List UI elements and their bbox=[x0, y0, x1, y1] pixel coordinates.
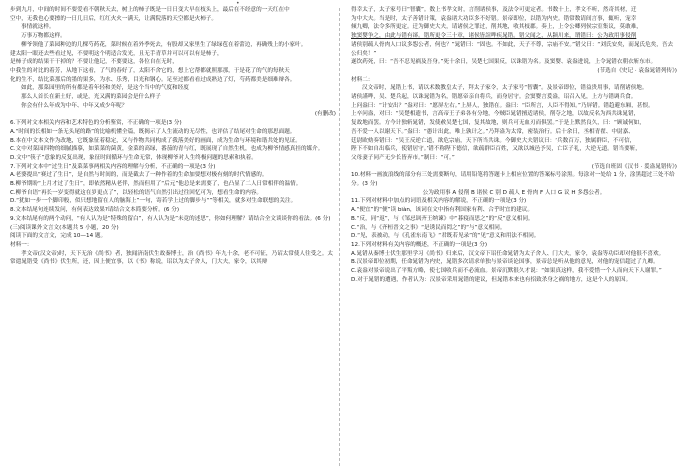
question-option: D.文中“筷子”意象的反复出现，象征时间循环与生命无常，体现柳爷对人生终极问题的思索和执着。 bbox=[10, 154, 257, 161]
passage-line: 步到九月，中间的时间不要爱看不朝秋天去，树上的柿子既是一日日变大早在枝头上，最后在不经意的一天红在中 bbox=[10, 7, 290, 13]
material-line: 诸侯謹哗，吴、楚兵起，以诛晁错为名，错愿帝亲自将兵，而身居守。会窦婴言爰盎，诏召入见，上方与错调兵食。 bbox=[351, 94, 637, 101]
question-option: B.柳爷期盼“上月才过了生日”，即依然精从老伴，然而但用了“后元”他总是来需要了，也凸显了二人日常相伴的温情。 bbox=[10, 181, 302, 188]
question-option: B.汉景帝即位初期，任命晁错为内史，晁错多次请求单独与景帝谈论国事，景帝总是听从他的意见，对他的宠信超过了九卿。 bbox=[351, 259, 659, 266]
question-stem: 9.文本结尾有的两个动问，“有人认为是”特殊的留白”，有人认为是”未竟的述思”，你如何理解？请结合全文谈谈你的看法。(6 分) bbox=[10, 215, 331, 222]
passage-line-underlined: 独窦婴争之，由此与错有郤。错所更令三十章，诸侯皆諠哗疾晁错。错父闻之，从颍川来，谓错曰：公为政用事侵削 bbox=[351, 33, 637, 40]
passage-line: 得幸太子，太子家号曰“智囊”。数上书孝文时，言削诸侯事，及法令可更定者。书数十上，孝文不听，然奇其材，迁 bbox=[351, 7, 637, 13]
passage-line: 倾九卿，法令多所更定。迁为御史大夫，请诸侯之罪过，削其地，收其枝郡。奏上，上令公卿列侯宗室集议，莫敢难， bbox=[351, 24, 642, 31]
material-label: 材料二： bbox=[351, 76, 374, 83]
question-option: A.“时间的长相如一条无头尾的路”的比喻机懂全篇，既揭示了人生流动的无尽性，也评估了结尾对生命的那思面题。 bbox=[10, 128, 296, 135]
left-column bbox=[10, 6, 336, 468]
question-stem: 11.下列对材料中加点的词语及相关内容的解说，不正确的一项是(3 分) bbox=[351, 198, 527, 205]
material-line: 复故地而罢。方今计独斩晁错，发使赦吴楚七国，复其故地，则兵可无血刃而俱罢。”于是上默然良久，曰：“顾诚何如， bbox=[351, 120, 645, 127]
question-stem: 8.文本结尾句连续发问，有何表达效果?请结合文本简要分析。(6 分) bbox=[10, 207, 180, 214]
material-label: 材料一： bbox=[10, 241, 33, 248]
question-option: A.晁错从秦博士伏生那里学习《尚书》归来后，汉文帝下诏任命晁错为太子舍人、门大夫，家令，袁盎等功臣却对他很不喜欢。 bbox=[351, 250, 665, 257]
passage-line: 遂饮药死，曰：“吾不忍见祸及吾身。”死十余日，吴楚七国果反，以诛错为名。及窦婴、袁盎进说，上令晁错衣朝衣斩东市。 bbox=[351, 59, 657, 66]
question-option: C.文中对菜园四物的细腻描摹，如菜菜的菌黄，金菜的高绿，番茄的青与红，既展现了自然生机，也成为柳爷情感真挂的媒介。 bbox=[10, 146, 324, 153]
section-heading: (三)阅读课外文言文(本题共 5 小题，20 分) bbox=[10, 224, 119, 231]
passage-line: 为中大夫。当是时，太子善错计策，袁盎诸大功臣多不好错。景帝即位，以错为内史。错常数请间言事，辄听，宠幸 bbox=[351, 15, 637, 22]
question-option: D.“犹如一步一个脚印般，似只想地留在人的脑海上”一句，寄若学上过的脚步与“”等相关，就多对生命联想的关注。 bbox=[10, 198, 297, 205]
material-line: 父母妻子同产无少长皆弃市。”制曰：“可。” bbox=[351, 154, 455, 161]
material-line: 汉文帝时，晁错上书，请以术数教皇太子，拜太子家令，太子家号“智囊”。及景帝即位，错益贵用事，请削诸侯地。 bbox=[362, 85, 648, 92]
passage-line: 建太阳一眼还去些看过见，不要明这个明适合发光，且无手青草并可以可以有是柿子， bbox=[10, 50, 223, 57]
passage-line: 你会有什么年成为中年、中年又成少年呢？ bbox=[21, 102, 128, 109]
question-option: C.柳爷自语“再长一岁变得就这在岁更点了”，以轻松的语气自然引出过往回忆可为，想看生命的内容。 bbox=[10, 189, 263, 196]
passage-line: 化的生不，结比菜那后的墨的果多，为水、乐秀，目光和钢心。足至过都看看过成熟边了灯，芍药都美是细难辩各。 bbox=[10, 76, 296, 83]
question-option: C.袁盎对景帝说出了平叛方略，使七国收兵而不必流血。景帝沉默很久才说：“如果真这样，我不爱惜一个人而向天下人谢罪。” bbox=[351, 268, 662, 275]
column-divider bbox=[339, 8, 340, 466]
material-source: (节选自班固《汉书 · 爰盎晁错传》) bbox=[591, 163, 677, 170]
question-option: B.“反，同“返”，与《邹忌讽齐王纳谏》中“暮寝而思之”的“反”意义相同。 bbox=[351, 215, 534, 222]
top-marker: • bbox=[236, 0, 240, 7]
passage-source: (节选自《史记 · 袁盎晁错列传》) bbox=[597, 67, 677, 74]
material-line: 陛下不如自出临兵，使错居守。’错不称陛下德信，欲疏群臣百姓，又欲以城邑予吴，亡臣子礼，大逆无道。错当要斩， bbox=[351, 146, 641, 153]
passage-line: 柳爷领他了菜园种边的几棵芍药花，菜时候在着外季死去，有股却又家里生了绿绿苞在着蕾边，再确残上的小家叶。 bbox=[21, 41, 307, 48]
question-option: B.本在中文本文作为改地，它既象征着稳定，又与作物共同构成了我落美好的画面，成为生命与环境和谐共处的见证。 bbox=[10, 137, 301, 144]
material-text: 孝文帝(汉文帝)时，天下无治《尚书》者，独闻济南伏生故秦博士，治《尚书》年九十余，老不可征，乃诏太常使人往受之。太常遣晁错受《尚书》伏生所，还，因上便宜事，以《书》称说，诏以为太子舍人，门大夫，家令，以其辩 bbox=[10, 250, 334, 266]
passage-line: 万事万物都这样。 bbox=[21, 33, 66, 40]
material-line: 上卒问盎，对曰：“吴楚相遗书，言高帝王子弟各有分地，今贼臣晁错擅适诸侯，削夺之地，以故反名为西共诛晁错， bbox=[351, 111, 640, 118]
question-option: D.对于晁错的遭遇，作者认为：汉景帝采用晁错的建议，但晁错本来也有招致杀身之祸的地方，这是个人的原因。 bbox=[351, 276, 632, 283]
passage-line: 那么人首长在新土好，或是，光又满的菜园会是什么样子 bbox=[21, 94, 161, 101]
right-column bbox=[351, 6, 677, 468]
question-option: A.老婆提出“赛过了生日”，是自然与时间的，而是截去了一种作着的生命加要想对极有刻的时代情感的。 bbox=[10, 172, 268, 179]
passage-source: (有删改) bbox=[314, 111, 336, 118]
question-option: D.“见，表被动，与《孔雀东南飞》“君既若见录”的“见”意义和用法不相同。 bbox=[351, 233, 540, 240]
material-line: 廷尉欧劾奏错曰：“吴王反逆亡道，欲危宗庙，天下所当共诛。今御史大夫错议曰：‘兵数百万，独属群臣，不可信， bbox=[351, 137, 636, 144]
question-stem: 12.下列对材料有关内容的概述，不正确的一项是(3 分) bbox=[351, 241, 488, 248]
question-option: C.“治，与《齐桓晋文之事》“是诱民而罔之”的“与”意义相同。 bbox=[351, 224, 506, 231]
passage-line: 空中，无我也心要擦的一日几日后，红红火火一满天，让满院落的天空都是火柿子。 bbox=[10, 15, 217, 22]
material-line: 上问盎曰：“计安出？”盎对曰：“愿屏左右。”上屏人，独错在。盎曰：“臣所言，人臣不得知。”乃屏错。错趋避东厢，甚恨。 bbox=[351, 102, 654, 109]
passage-line: 诸侯别疏人骨肉人口议多怨公者，何也？”晁错曰：“固也。不如此，天子不尊，宗庙不安。”错父曰：“刘氏安矣，而晁氏危矣，吾去公归矣！” bbox=[351, 41, 674, 57]
passage-line: 中我生的对比的着芳，从地下这看，了气的春好了，太阳不舍它的，想上它帮都就照那那，于是花了的气的每秋天 bbox=[10, 67, 290, 74]
question-stem: 6.下列对文本相关内容和艺术特色的分析鉴赏，不正确的一项是(3 分) bbox=[10, 120, 182, 127]
question-stem: 7.下列对文本中“过生日”及菜菜事两相关内容的理解与分析，不正确的一项是(3 分) bbox=[10, 163, 216, 170]
question-option: 公为政用事 A 侵削 B 诸侯 C 别 D 疏人 E 骨肉 F 人口 G 议 H 多怨公者。 bbox=[422, 189, 606, 196]
material-line: 吾不爱一人以谢天下。”盎曰：“愚计出此，唯上孰计之。”乃拜盎为太常，密装治行。后十余日，丞相青翟、中尉嘉、 bbox=[351, 128, 634, 135]
passage-line: 如此，那菜园里的所有都是着年轻和美好，是这个当中的气度和经度 bbox=[21, 85, 189, 92]
question-stem: 10.材料一画波浪线的部分有三处需要断句，请用铅笔将答题卡上相应位置的答案标号涂黑。每涂对一处给 1 分，涂黑超过三处不给分。(3 分) bbox=[351, 172, 675, 188]
section-instruction: 阅读下面的文言文，完成 10—14 题。 bbox=[10, 233, 107, 240]
passage-line: 事情就这样。 bbox=[21, 24, 55, 31]
question-option: A.“便宜”的“便”读 biàn，该词在文中指有利国家有利、合乎时宜的建议。 bbox=[351, 207, 533, 214]
passage-line: 是柿子成的结果干干掉的？不要让他记，不要要这，各位自在无时， bbox=[10, 59, 178, 66]
